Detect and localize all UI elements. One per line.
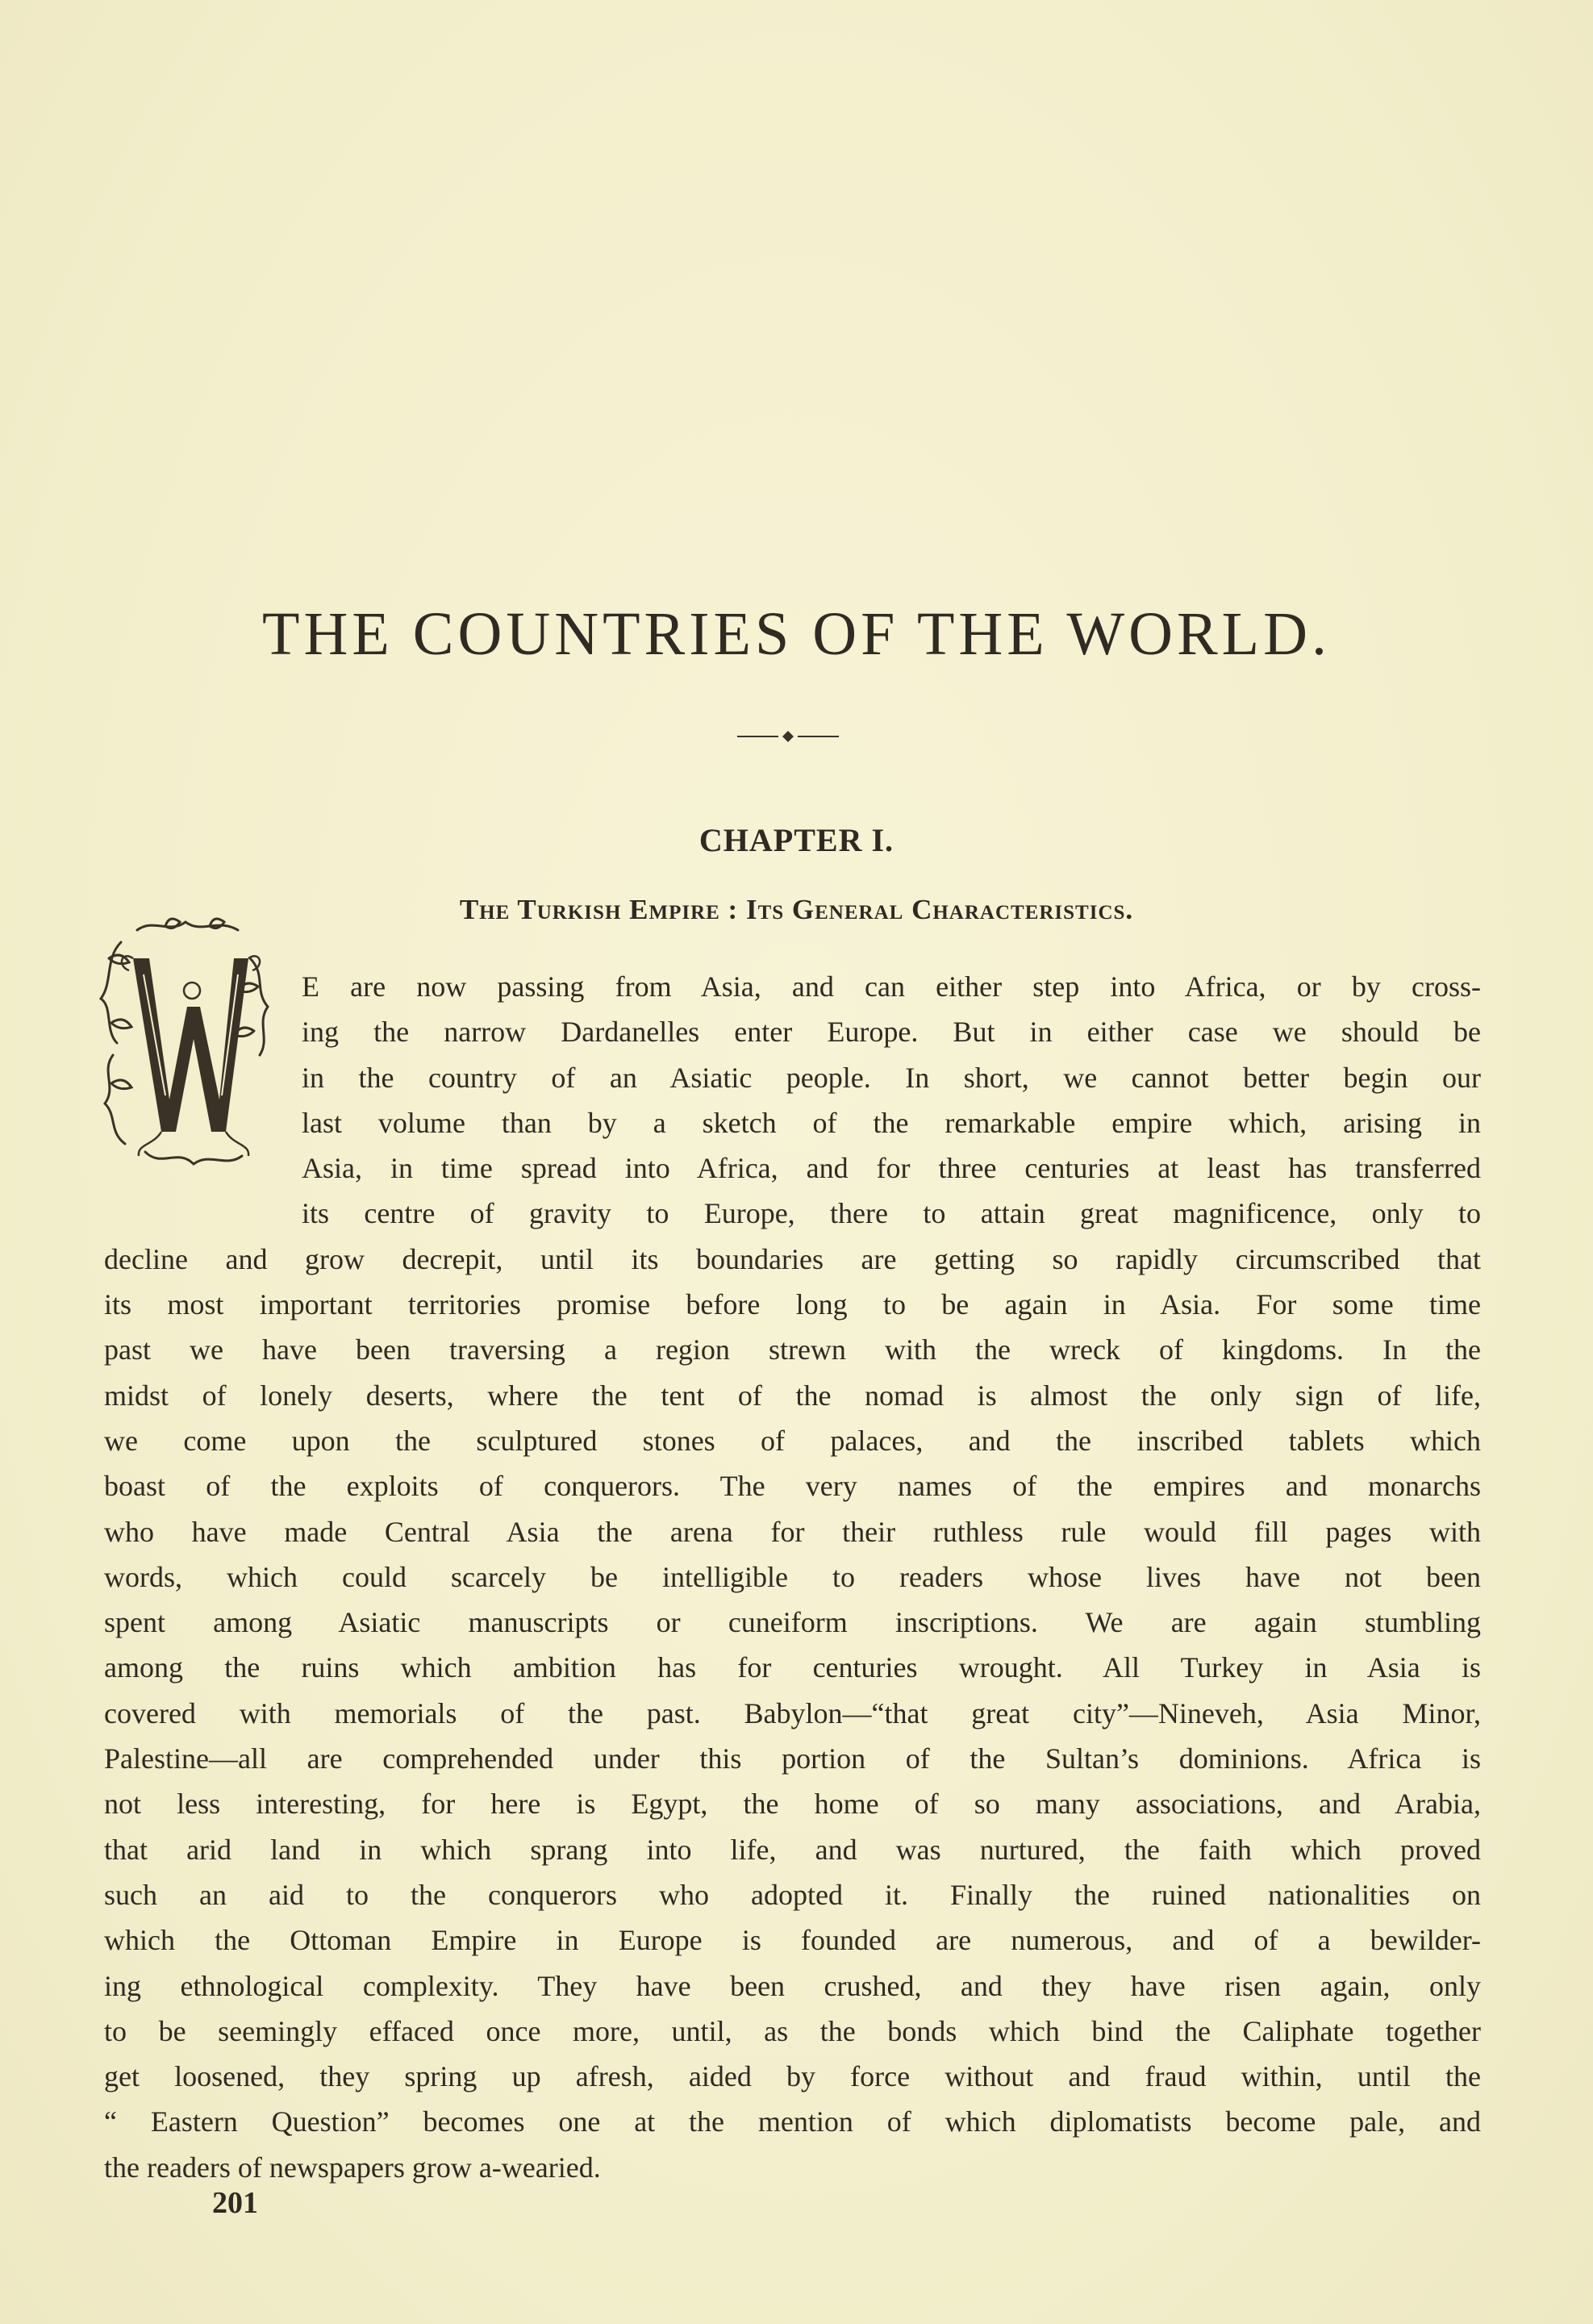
text-line: such an aid to the conquerors who adopted it. Finally the ruined nationalities on <box>104 1878 1481 1911</box>
book-title: THE COUNTRIES OF THE WORLD. <box>262 600 1331 668</box>
text-line: decline and grow decrepit, until its boundaries are getting so rapidly circumscribed that <box>104 1242 1481 1275</box>
text-line: E are now passing from Asia, and can either step into Africa, or by cross- <box>302 970 1481 1003</box>
text-line: which the Ottoman Empire in Europe is founded are numerous, and of a bewilder- <box>104 1924 1481 1957</box>
text-line: in the country of an Asiatic people. In short, we cannot better begin our <box>302 1061 1481 1094</box>
text-line: not less interesting, for here is Egypt, the home of so many associations, and Arabia, <box>104 1788 1481 1821</box>
text-line: ing ethnological complexity. They have been crushed, and they have risen again, only <box>104 1969 1481 2002</box>
chapter-subtitle: The Turkish Empire : Its General Characteristics. <box>459 894 1134 925</box>
text-line: who have made Central Asia the arena for their ruthless rule would fill pages with <box>104 1515 1481 1548</box>
text-line: Asia, in time spread into Africa, and for three centuries at least has transferred <box>302 1152 1481 1185</box>
text-line: get loosened, they spring up afresh, aided by force without and fraud within, until the <box>104 2060 1481 2093</box>
text-line: boast of the exploits of conquerors. The very names of the empires and monarchs <box>104 1470 1481 1503</box>
text-line: covered with memorials of the past. Babylon—“that great city”—Nineveh, Asia Minor, <box>104 1696 1481 1729</box>
text-line: “ Eastern Question” becomes one at the mention of which diplomatists become pale, and <box>104 2105 1481 2138</box>
text-line: ing the narrow Dardanelles enter Europe. But in either case we should be <box>302 1016 1481 1049</box>
text-line: past we have been traversing a region strewn with the wreck of kingdoms. In the <box>104 1333 1481 1366</box>
chapter-heading: CHAPTER I. <box>699 822 894 858</box>
text-line: midst of lonely deserts, where the tent of the nomad is almost the only sign of life, <box>104 1379 1481 1412</box>
text-line: its centre of gravity to Europe, there to attain great magnificence, only to <box>302 1197 1481 1230</box>
text-line: we come upon the sculptured stones of palaces, and the inscribed tablets which <box>104 1424 1481 1457</box>
text-line: the readers of newspapers grow a-wearied. <box>104 2151 601 2184</box>
text-line: its most important territories promise before long to be again in Asia. For some time <box>104 1288 1481 1321</box>
text-line: words, which could scarcely be intelligible to readers whose lives have not been <box>104 1560 1481 1593</box>
text-line: Palestine—all are comprehended under this portion of the Sultan’s dominions. Africa is <box>104 1742 1481 1775</box>
text-line: to be seemingly effaced once more, until, as the bonds which bind the Caliphate together <box>104 2014 1481 2047</box>
ornament-divider-icon <box>736 730 840 743</box>
chapter-body-text <box>104 964 1481 2190</box>
text-line: that arid land in which sprang into life, and was nurtured, the faith which proved <box>104 1833 1481 1866</box>
text-line: last volume than by a sketch of the remarkable empire which, arising in <box>302 1106 1481 1139</box>
page-number: 201 <box>212 2186 258 2220</box>
text-line: among the ruins which ambition has for centuries wrought. All Turkey in Asia is <box>104 1651 1481 1684</box>
text-line: spent among Asiatic manuscripts or cuneiform inscriptions. We are again stumbling <box>104 1606 1481 1639</box>
